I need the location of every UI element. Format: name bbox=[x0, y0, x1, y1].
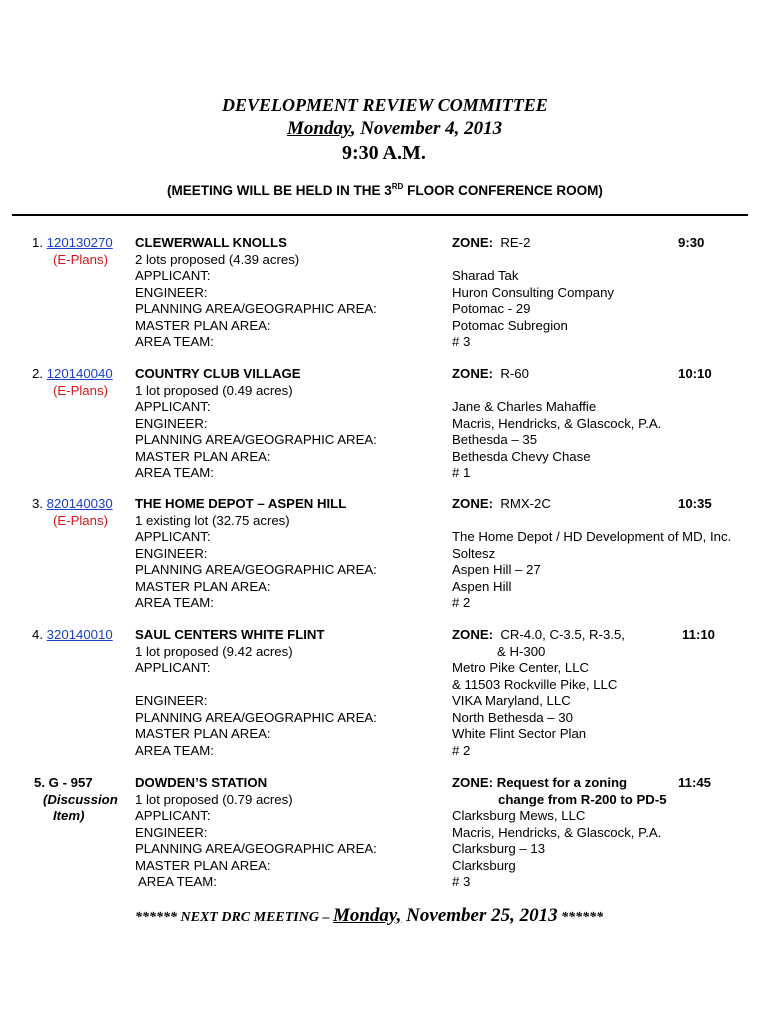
applicant-label: APPLICANT: bbox=[135, 399, 211, 414]
item-number bbox=[32, 627, 113, 644]
engineer-label: ENGINEER: bbox=[135, 824, 208, 840]
project-name: COUNTRY CLUB VILLAGE bbox=[135, 366, 301, 381]
project-values bbox=[452, 496, 731, 612]
area-team-value: # 2 bbox=[452, 595, 471, 610]
meeting-date-text: , November 4, 2013 bbox=[350, 118, 503, 139]
planning-area-value: Bethesda – 35 bbox=[452, 432, 538, 447]
master-plan-label: MASTER PLAN AREA: bbox=[135, 857, 271, 873]
zone-value: Request for a zoning bbox=[496, 775, 628, 790]
planning-area-label: PLANNING AREA/GEOGRAPHIC AREA: bbox=[135, 841, 377, 856]
project-details bbox=[135, 775, 377, 891]
master-plan-value: Clarksburg bbox=[452, 857, 516, 873]
meeting-time: 9:30 A.M. bbox=[342, 142, 426, 164]
engineer-label: ENGINEER: bbox=[135, 284, 208, 300]
scheduled-time: 11:10 bbox=[682, 627, 716, 642]
scheduled-time: 11:45 bbox=[678, 775, 712, 790]
applicant-label: APPLICANT: bbox=[135, 529, 211, 544]
scheduled-time: 10:10 bbox=[678, 366, 712, 381]
area-team-label: AREA TEAM: bbox=[135, 595, 214, 610]
master-plan-label: MASTER PLAN AREA: bbox=[135, 448, 271, 464]
master-plan-label: MASTER PLAN AREA: bbox=[135, 726, 271, 741]
item-index: 4. bbox=[32, 627, 43, 642]
engineer-label: ENGINEER: bbox=[135, 545, 208, 561]
blank-row bbox=[135, 677, 377, 694]
area-team-value: # 3 bbox=[452, 334, 471, 349]
area-team-label: AREA TEAM: bbox=[138, 874, 217, 889]
master-plan-value: White Flint Sector Plan bbox=[452, 726, 587, 741]
master-plan-value: Potomac Subregion bbox=[452, 317, 568, 333]
zone-value: RE-2 bbox=[500, 235, 531, 250]
zone-row bbox=[452, 627, 625, 644]
discussion-tag: (Discussion bbox=[43, 792, 118, 807]
area-team-label: AREA TEAM: bbox=[135, 465, 214, 480]
note-superscript: RD bbox=[391, 182, 404, 191]
project-values bbox=[452, 627, 625, 759]
area-team-value: # 3 bbox=[452, 874, 471, 889]
area-team-label: AREA TEAM: bbox=[135, 742, 214, 758]
e-plans-tag: (E-Plans) bbox=[53, 513, 108, 528]
plan-number-link[interactable]: 820140030 bbox=[46, 496, 113, 511]
planning-area-value: Aspen Hill – 27 bbox=[452, 562, 541, 577]
planning-area-value: North Bethesda – 30 bbox=[452, 709, 573, 725]
item-index: 3. bbox=[32, 496, 43, 511]
zone-label: ZONE: bbox=[452, 235, 494, 250]
zone-label: ZONE: bbox=[452, 496, 494, 511]
project-values bbox=[452, 775, 667, 891]
blank-row bbox=[452, 383, 661, 400]
area-team-value: # 2 bbox=[452, 742, 471, 758]
zone-row bbox=[452, 235, 614, 252]
planning-area-value: Clarksburg – 13 bbox=[452, 841, 546, 856]
lots-proposed: 1 existing lot (32.75 acres) bbox=[135, 512, 290, 528]
item-index: 1. bbox=[32, 235, 43, 250]
zone-value: CR-4.0, C-3.5, R-3.5, bbox=[500, 627, 625, 642]
item-number: 5. G - 957 bbox=[34, 775, 93, 790]
planning-area-label: PLANNING AREA/GEOGRAPHIC AREA: bbox=[135, 562, 377, 577]
header-divider bbox=[12, 214, 748, 216]
applicant-value: Metro Pike Center, LLC bbox=[452, 660, 590, 675]
plan-number-link[interactable]: 120130270 bbox=[46, 235, 113, 250]
project-details bbox=[135, 366, 377, 482]
scheduled-time: 10:35 bbox=[678, 496, 712, 511]
scheduled-time: 9:30 bbox=[678, 235, 705, 250]
zone-value: R-60 bbox=[500, 366, 529, 381]
master-plan-value: Bethesda Chevy Chase bbox=[452, 448, 591, 464]
item-index: 2. bbox=[32, 366, 43, 381]
blank-row bbox=[452, 513, 731, 530]
footer-date: November 25, 2013 bbox=[401, 905, 558, 926]
footer-prefix: ****** NEXT DRC MEETING – bbox=[135, 910, 333, 925]
planning-area-value: Potomac - 29 bbox=[452, 301, 531, 316]
next-meeting-footer bbox=[135, 905, 603, 927]
engineer-value: Soltesz bbox=[452, 545, 496, 561]
plan-number-link[interactable]: 320140010 bbox=[46, 627, 113, 642]
applicant-label: APPLICANT: bbox=[135, 808, 211, 823]
planning-area-label: PLANNING AREA/GEOGRAPHIC AREA: bbox=[135, 432, 377, 447]
zone-value-continued: change from R-200 to PD-5 bbox=[498, 791, 667, 807]
engineer-value: Macris, Hendricks, & Glascock, P.A. bbox=[452, 415, 662, 431]
zone-value: RMX-2C bbox=[500, 496, 551, 511]
master-plan-label: MASTER PLAN AREA: bbox=[135, 317, 271, 333]
applicant-label: APPLICANT: bbox=[135, 660, 211, 675]
project-name: SAUL CENTERS WHITE FLINT bbox=[135, 627, 325, 642]
discussion-tag-continued: Item) bbox=[53, 808, 85, 823]
note-text: (MEETING WILL BE HELD IN THE 3 bbox=[167, 183, 392, 198]
page-title: DEVELOPMENT REVIEW COMMITTEE bbox=[222, 95, 548, 115]
applicant-value-continued: & 11503 Rockville Pike, LLC bbox=[452, 676, 618, 692]
applicant-value: Sharad Tak bbox=[452, 268, 519, 283]
e-plans-tag: (E-Plans) bbox=[53, 252, 108, 267]
planning-area-label: PLANNING AREA/GEOGRAPHIC AREA: bbox=[135, 709, 377, 725]
master-plan-label: MASTER PLAN AREA: bbox=[135, 578, 271, 594]
engineer-value: Macris, Hendricks, & Glascock, P.A. bbox=[452, 824, 662, 840]
planning-area-label: PLANNING AREA/GEOGRAPHIC AREA: bbox=[135, 301, 377, 316]
plan-number-link[interactable]: 120140040 bbox=[46, 366, 113, 381]
engineer-value: VIKA Maryland, LLC bbox=[452, 693, 571, 708]
project-name: THE HOME DEPOT – ASPEN HILL bbox=[135, 496, 347, 511]
applicant-value: The Home Depot / HD Development of MD, Inc. bbox=[452, 529, 732, 544]
zone-label: ZONE: bbox=[452, 627, 494, 642]
meeting-date bbox=[287, 118, 502, 140]
zone-label: ZONE: bbox=[452, 775, 494, 790]
applicant-label: APPLICANT: bbox=[135, 268, 211, 283]
engineer-label: ENGINEER: bbox=[135, 693, 208, 708]
master-plan-value: Aspen Hill bbox=[452, 578, 512, 594]
area-team-value: # 1 bbox=[452, 465, 471, 480]
meeting-location-note bbox=[167, 182, 603, 198]
applicant-value: Clarksburg Mews, LLC bbox=[452, 808, 586, 823]
item-number bbox=[32, 366, 113, 383]
project-values bbox=[452, 235, 614, 351]
area-team-label: AREA TEAM: bbox=[135, 334, 214, 349]
lots-proposed: 1 lot proposed (0.79 acres) bbox=[135, 791, 293, 807]
footer-suffix: ****** bbox=[557, 910, 604, 925]
lots-proposed: 1 lot proposed (0.49 acres) bbox=[135, 382, 293, 398]
zone-row bbox=[452, 775, 667, 792]
item-number bbox=[32, 496, 113, 513]
project-details bbox=[135, 235, 377, 351]
zone-label: ZONE: bbox=[452, 366, 494, 381]
lots-proposed: 2 lots proposed (4.39 acres) bbox=[135, 251, 300, 267]
project-name: DOWDEN’S STATION bbox=[135, 775, 268, 790]
project-values bbox=[452, 366, 661, 482]
engineer-value: Huron Consulting Company bbox=[452, 284, 614, 300]
project-details bbox=[135, 627, 377, 759]
zone-value-continued: & H-300 bbox=[497, 643, 546, 659]
footer-day: Monday, bbox=[332, 905, 402, 926]
blank-row bbox=[452, 252, 614, 269]
e-plans-tag: (E-Plans) bbox=[53, 383, 108, 398]
meeting-day: Monday bbox=[287, 118, 351, 139]
project-name: CLEWERWALL KNOLLS bbox=[135, 235, 287, 250]
applicant-value: Jane & Charles Mahaffie bbox=[452, 399, 597, 414]
note-text-end: FLOOR CONFERENCE ROOM) bbox=[403, 183, 603, 198]
lots-proposed: 1 lot proposed (9.42 acres) bbox=[135, 643, 293, 659]
zone-row bbox=[452, 366, 661, 383]
project-details bbox=[135, 496, 377, 612]
engineer-label: ENGINEER: bbox=[135, 415, 208, 431]
item-number bbox=[32, 235, 113, 252]
